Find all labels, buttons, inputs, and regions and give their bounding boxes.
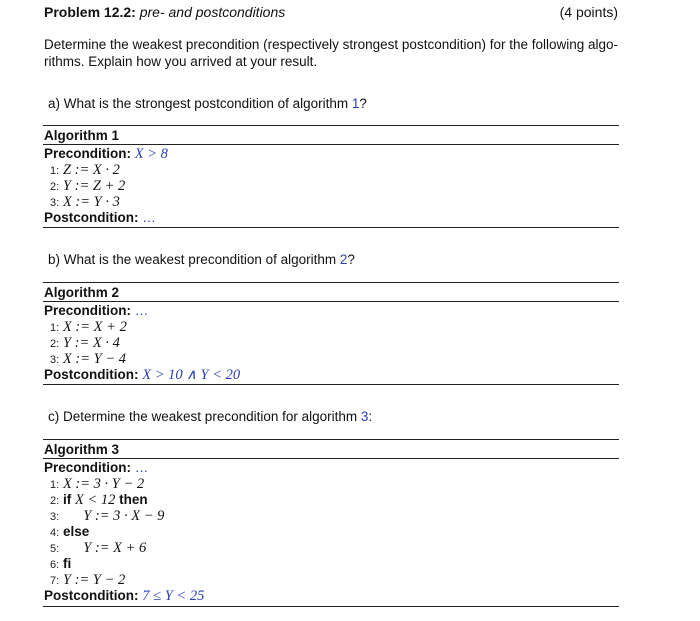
question-c bbox=[48, 409, 372, 424]
code-statement: Y := Z + 2 bbox=[62, 178, 126, 194]
precondition-label: Precondition: bbox=[44, 146, 131, 161]
algorithm-3-precondition bbox=[44, 460, 148, 475]
code-statement: Y := Y − 2 bbox=[62, 572, 126, 588]
line-number: 3: bbox=[50, 354, 60, 366]
code-statement: X := Y − 4 bbox=[62, 351, 127, 367]
algorithm-3-top-rule bbox=[43, 439, 619, 440]
intro-line-2: rithms. Explain how you arrived at your result. bbox=[44, 54, 318, 69]
algorithm-2-precondition bbox=[44, 303, 148, 318]
algorithm-2-bottom-rule bbox=[43, 384, 619, 385]
algorithm-1-line-2 bbox=[50, 178, 125, 195]
question-b-text: b) What is the weakest precondition of algorithm bbox=[48, 252, 340, 267]
code-statement: X := Y · 3 bbox=[62, 194, 120, 210]
algorithm-3-postcondition bbox=[44, 588, 204, 605]
code-statement: Y := X + 6 bbox=[83, 540, 147, 556]
precondition-label: Precondition: bbox=[44, 303, 131, 318]
postcondition-label: Postcondition: bbox=[44, 210, 139, 225]
line-number: 1: bbox=[50, 322, 60, 334]
problem-title: pre- and postconditions bbox=[139, 4, 286, 20]
line-number: 1: bbox=[50, 165, 60, 177]
intro-line-1: Determine the weakest precondition (respectively strongest postcondition) for the following algo- bbox=[44, 37, 619, 52]
algorithm-1-title: Algorithm 1 bbox=[44, 128, 120, 143]
algorithm-1-precondition bbox=[44, 146, 168, 163]
algorithm-3-title: Algorithm 3 bbox=[44, 442, 120, 457]
algorithm-1-line-3 bbox=[50, 194, 120, 211]
keyword-then: then bbox=[119, 492, 148, 507]
algorithm-2-line-1 bbox=[50, 319, 127, 336]
algorithm-3-line-3 bbox=[50, 508, 164, 525]
algorithm-1-top-rule bbox=[43, 125, 619, 126]
line-number: 7: bbox=[50, 575, 60, 587]
code-condition: X < 12 bbox=[74, 492, 116, 508]
algorithm-ref-1[interactable]: 1 bbox=[351, 96, 360, 111]
line-number: 2: bbox=[50, 338, 60, 350]
precondition-label: Precondition: bbox=[44, 460, 131, 475]
algorithm-3-line-6 bbox=[50, 556, 71, 571]
postcondition-label: Postcondition: bbox=[44, 367, 139, 382]
keyword-if: if bbox=[62, 492, 72, 507]
question-c-suffix: : bbox=[368, 409, 373, 424]
postcondition-value: X > 10 ∧ Y < 20 bbox=[142, 367, 241, 383]
algorithm-3-bottom-rule bbox=[43, 606, 619, 607]
algorithm-1-bottom-rule bbox=[43, 227, 619, 228]
algorithm-3-line-1 bbox=[50, 476, 144, 493]
question-a bbox=[48, 96, 367, 111]
points-label: (4 points) bbox=[559, 4, 618, 20]
algorithm-3-line-4 bbox=[50, 524, 89, 539]
algorithm-ref-2[interactable]: 2 bbox=[339, 252, 348, 267]
line-number: 3: bbox=[50, 197, 60, 209]
algorithm-1-line-1 bbox=[50, 162, 120, 179]
code-statement: Y := 3 · X − 9 bbox=[83, 508, 165, 524]
line-number: 1: bbox=[50, 479, 60, 491]
problem-label: Problem 12.2: bbox=[44, 4, 136, 20]
keyword-else: else bbox=[62, 524, 90, 539]
code-statement: Y := X · 4 bbox=[62, 335, 120, 351]
precondition-value: … bbox=[134, 460, 149, 475]
algorithm-2-title: Algorithm 2 bbox=[44, 285, 120, 300]
algorithm-3-line-5 bbox=[50, 540, 146, 557]
question-b-suffix: ? bbox=[347, 252, 355, 267]
algorithm-1-header-rule bbox=[43, 144, 619, 145]
line-number: 3: bbox=[50, 511, 60, 523]
algorithm-2-postcondition bbox=[44, 367, 240, 384]
algorithm-2-line-3 bbox=[50, 351, 126, 368]
code-statement: Z := X · 2 bbox=[62, 162, 120, 178]
algorithm-2-top-rule bbox=[43, 282, 619, 283]
line-number: 4: bbox=[50, 527, 60, 539]
code-statement: X := 3 · Y − 2 bbox=[62, 476, 145, 492]
line-number: 6: bbox=[50, 559, 60, 571]
question-c-text: c) Determine the weakest precondition for algorithm bbox=[48, 409, 361, 424]
postcondition-label: Postcondition: bbox=[44, 588, 139, 603]
algorithm-3-header-rule bbox=[43, 458, 619, 459]
algorithm-3-line-2 bbox=[50, 492, 148, 509]
question-b bbox=[48, 252, 355, 267]
line-number: 2: bbox=[50, 495, 60, 507]
precondition-value: X > 8 bbox=[134, 146, 168, 162]
line-number: 5: bbox=[50, 543, 60, 555]
algorithm-ref-3[interactable]: 3 bbox=[360, 409, 369, 424]
question-a-suffix: ? bbox=[359, 96, 367, 111]
line-number: 2: bbox=[50, 181, 60, 193]
algorithm-2-line-2 bbox=[50, 335, 120, 352]
code-statement: X := X + 2 bbox=[62, 319, 127, 335]
precondition-value: … bbox=[134, 303, 149, 318]
keyword-fi: fi bbox=[62, 556, 72, 571]
algorithm-2-header-rule bbox=[43, 301, 619, 302]
postcondition-value: 7 ≤ Y < 25 bbox=[142, 588, 205, 604]
postcondition-value: … bbox=[142, 210, 156, 225]
algorithm-3-line-7 bbox=[50, 572, 125, 589]
question-a-text: a) What is the strongest postcondition of algorithm bbox=[48, 96, 352, 111]
algorithm-1-postcondition bbox=[44, 210, 156, 225]
problem-heading bbox=[44, 4, 285, 20]
